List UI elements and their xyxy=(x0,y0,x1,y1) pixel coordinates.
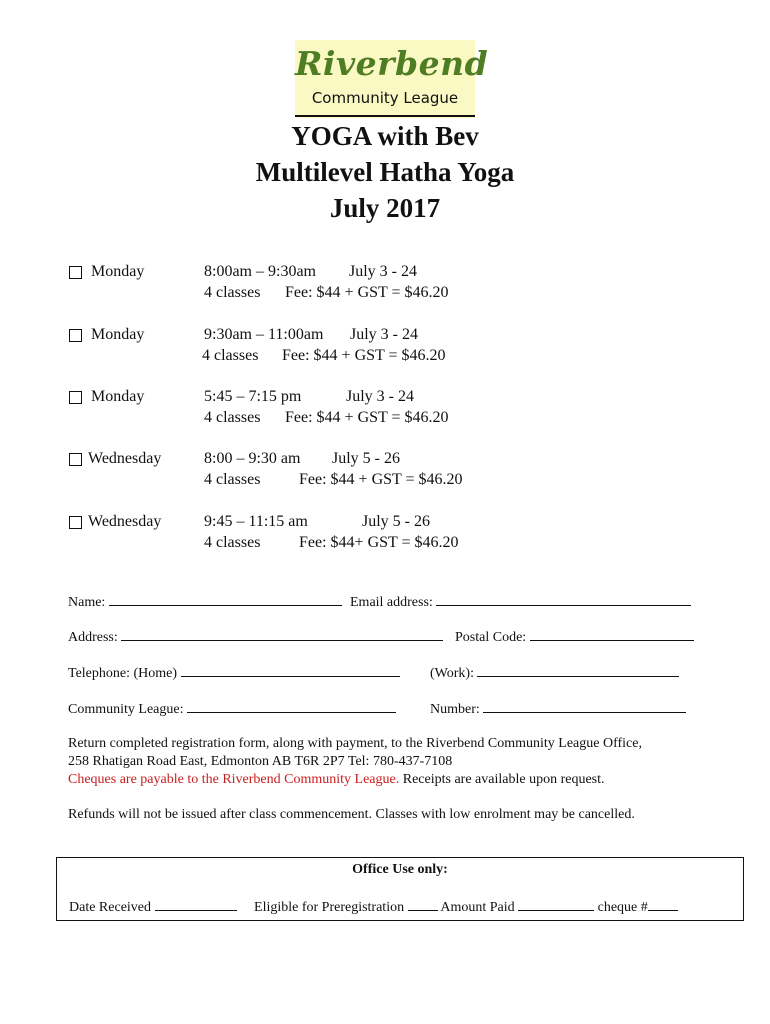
session-dates: July 5 - 26 xyxy=(332,450,400,467)
refund-policy: Refunds will not be issued after class commencement. Classes with low enrolment may be cancelled. xyxy=(68,807,635,822)
page-title: YOGA with Bev xyxy=(291,121,479,151)
return-instructions xyxy=(68,735,708,789)
number-label: Number: xyxy=(430,702,480,717)
number-field xyxy=(430,699,686,718)
name-field xyxy=(68,592,342,611)
office-address-line: 258 Rhatigan Road East, Edmonton AB T6R 2P7 Tel: 780-437-7108 xyxy=(68,754,453,769)
session-fee: Fee: $44 + GST = $46.20 xyxy=(282,347,446,364)
work-phone-field xyxy=(430,663,679,682)
session-fee: Fee: $44 + GST = $46.20 xyxy=(285,284,449,301)
office-use-title: Office Use only: xyxy=(352,862,448,877)
cheque-number-line[interactable] xyxy=(648,897,678,911)
payment-line xyxy=(68,771,708,789)
session-day: Monday xyxy=(91,388,145,405)
email-field xyxy=(350,592,691,611)
session-classes: 4 classes xyxy=(204,409,261,426)
session-fee: Fee: $44+ GST = $46.20 xyxy=(299,534,459,551)
home-phone-input-line[interactable] xyxy=(181,663,400,677)
home-phone-field xyxy=(68,663,400,682)
postal-code-field xyxy=(455,627,694,646)
date-received-line[interactable] xyxy=(155,897,237,911)
session-time: 8:00am – 9:30am xyxy=(204,263,316,280)
session-day: Monday xyxy=(91,326,145,343)
date-received-label: Date Received xyxy=(69,900,152,915)
address-label: Address: xyxy=(68,630,118,645)
session-classes: 4 classes xyxy=(202,347,259,364)
office-use-box xyxy=(56,857,744,921)
session-row xyxy=(69,513,709,557)
session-dates: July 3 - 24 xyxy=(349,263,417,280)
session-dates: July 3 - 24 xyxy=(350,326,418,343)
session-row xyxy=(69,388,709,432)
office-use-fields xyxy=(69,897,678,916)
address-input-line[interactable] xyxy=(121,627,443,641)
session-dates: July 5 - 26 xyxy=(362,513,430,530)
receipts-notice: Receipts are available upon request. xyxy=(402,772,605,787)
riverbend-logo xyxy=(295,40,489,118)
community-league-input-line[interactable] xyxy=(187,699,396,713)
session-time: 9:45 – 11:15 am xyxy=(204,513,308,530)
session-dates: July 3 - 24 xyxy=(346,388,414,405)
email-label: Email address: xyxy=(350,595,433,610)
eligible-line[interactable] xyxy=(408,897,438,911)
work-phone-label: (Work): xyxy=(430,666,474,681)
eligible-label: Eligible for Preregistration xyxy=(254,900,405,915)
session-time: 5:45 – 7:15 pm xyxy=(204,388,302,405)
amount-paid-line[interactable] xyxy=(518,897,594,911)
session-fee: Fee: $44 + GST = $46.20 xyxy=(285,409,449,426)
cheques-notice: Cheques are payable to the Riverbend Community League. xyxy=(68,772,400,787)
name-input-line[interactable] xyxy=(109,592,342,606)
community-league-label: Community League: xyxy=(68,702,184,717)
return-line: Return completed registration form, along with payment, to the Riverbend Community League Office, xyxy=(68,736,642,751)
session-checkbox[interactable] xyxy=(69,453,82,466)
session-fee: Fee: $44 + GST = $46.20 xyxy=(299,471,463,488)
session-checkbox[interactable] xyxy=(69,516,82,529)
session-day: Wednesday xyxy=(88,450,162,467)
session-time: 8:00 – 9:30 am xyxy=(204,450,301,467)
page-date: July 2017 xyxy=(329,193,441,223)
cheque-label: cheque # xyxy=(597,900,648,915)
address-field xyxy=(68,627,443,646)
postal-code-label: Postal Code: xyxy=(455,630,527,645)
name-label: Name: xyxy=(68,595,106,610)
logo-name: Riverbend xyxy=(295,44,489,83)
session-classes: 4 classes xyxy=(204,284,261,301)
session-row xyxy=(69,263,709,307)
session-time: 9:30am – 11:00am xyxy=(204,326,324,343)
session-day: Monday xyxy=(91,263,145,280)
postal-code-input-line[interactable] xyxy=(530,627,694,641)
session-checkbox[interactable] xyxy=(69,329,82,342)
home-phone-label: Telephone: (Home) xyxy=(68,666,178,681)
amount-paid-label: Amount Paid xyxy=(440,900,515,915)
session-classes: 4 classes xyxy=(204,471,261,488)
work-phone-input-line[interactable] xyxy=(477,663,679,677)
community-league-field xyxy=(68,699,396,718)
page-subtitle: Multilevel Hatha Yoga xyxy=(255,157,515,187)
number-input-line[interactable] xyxy=(483,699,686,713)
session-checkbox[interactable] xyxy=(69,266,82,279)
email-input-line[interactable] xyxy=(436,592,691,606)
session-row xyxy=(69,326,709,370)
session-checkbox[interactable] xyxy=(69,391,82,404)
logo-subtitle: Community League xyxy=(311,89,459,107)
logo-underline xyxy=(295,115,475,117)
session-row xyxy=(69,450,709,494)
session-classes: 4 classes xyxy=(204,534,261,551)
session-day: Wednesday xyxy=(88,513,162,530)
